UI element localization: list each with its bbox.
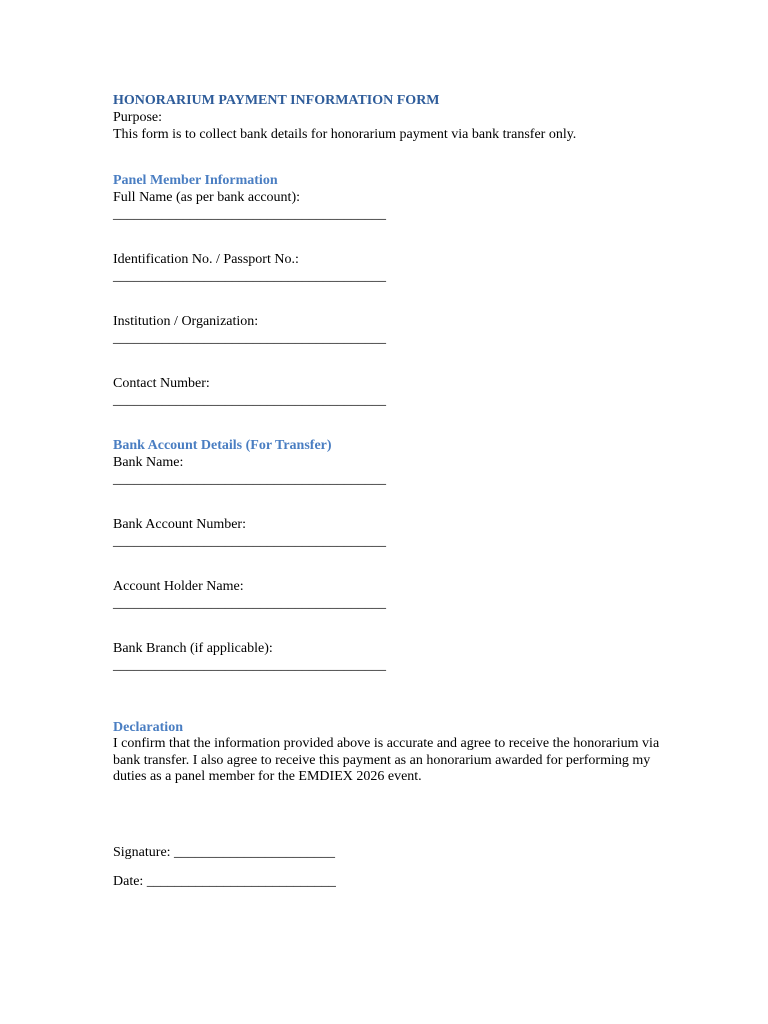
account-number-field — [113, 516, 673, 550]
bank-branch-field — [113, 640, 673, 674]
bank-name-field — [113, 454, 673, 488]
id-number-field — [113, 251, 673, 285]
account-number-label: Bank Account Number: — [113, 517, 246, 532]
contact-number-line: _______________________________________ — [113, 393, 386, 408]
institution-label: Institution / Organization: — [113, 314, 259, 329]
full-name-line: _______________________________________ — [113, 207, 386, 222]
purpose-label: Purpose: — [113, 110, 162, 125]
contact-number-field — [113, 375, 673, 409]
institution-line: _______________________________________ — [113, 331, 386, 346]
account-holder-line: _______________________________________ — [113, 596, 386, 611]
declaration-heading: Declaration — [113, 720, 183, 735]
id-number-label: Identification No. / Passport No.: — [113, 252, 299, 267]
account-number-line: _______________________________________ — [113, 534, 386, 549]
purpose-text: This form is to collect bank details for honorarium payment via bank transfer only. — [113, 127, 577, 142]
form-title: HONORARIUM PAYMENT INFORMATION FORM — [113, 93, 440, 108]
institution-field — [113, 313, 673, 347]
declaration-text: I confirm that the information provided above is accurate and agree to receive the honorarium via bank transfer. I also agree to receive this payment as an honorarium awarded for performing my duties as a panel member for the EMDIEX 2026 event. — [113, 736, 660, 784]
bank-name-label: Bank Name: — [113, 455, 184, 470]
account-holder-label: Account Holder Name: — [113, 579, 244, 594]
signature-line: Signature: _______________________ — [113, 844, 336, 860]
full-name-label: Full Name (as per bank account): — [113, 190, 300, 205]
date-line: Date: ___________________________ — [113, 873, 336, 889]
bank-branch-label: Bank Branch (if applicable): — [113, 641, 273, 656]
bank-name-line: _______________________________________ — [113, 472, 386, 487]
bank-section-heading: Bank Account Details (For Transfer) — [113, 438, 332, 453]
account-holder-field — [113, 578, 673, 612]
id-number-line: _______________________________________ — [113, 269, 386, 284]
contact-number-label: Contact Number: — [113, 376, 210, 391]
bank-branch-line: _______________________________________ — [113, 658, 386, 673]
full-name-field — [113, 189, 673, 223]
form-page — [113, 92, 673, 890]
panel-section-heading: Panel Member Information — [113, 173, 278, 188]
